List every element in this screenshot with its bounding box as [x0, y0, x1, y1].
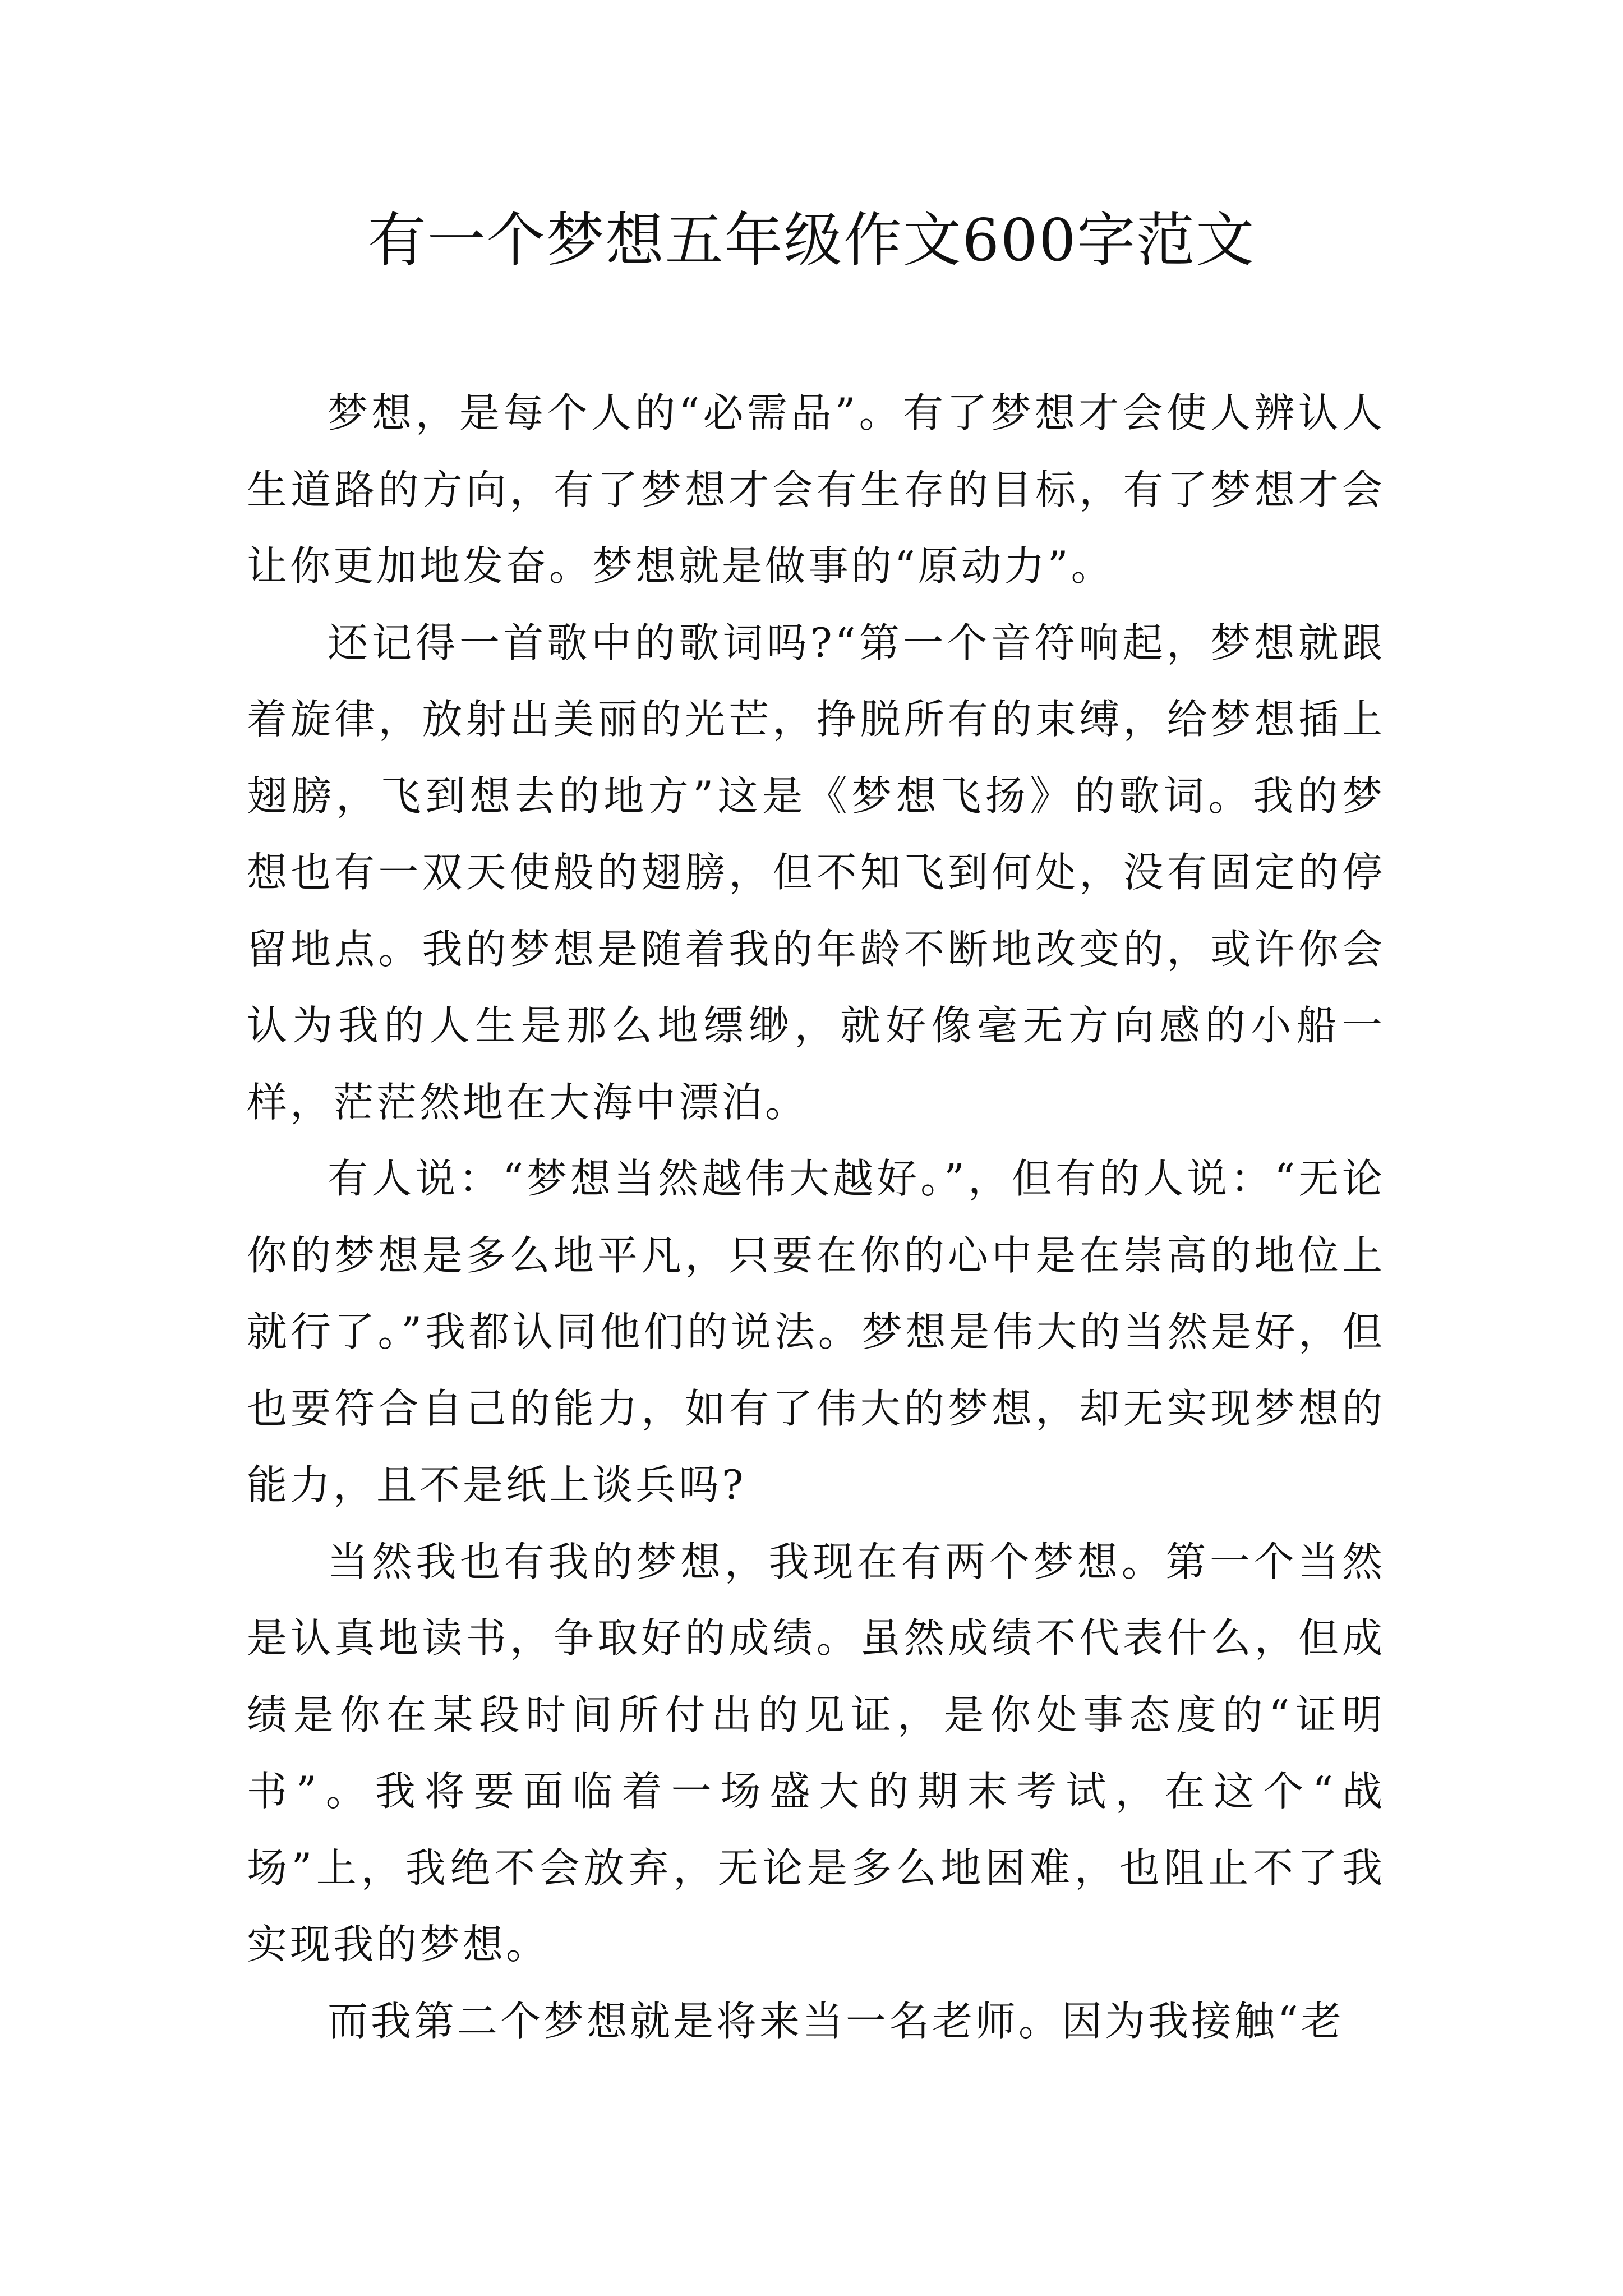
- paragraph-3: 有人说：“梦想当然越伟大越好。”，但有的人说：“无论你的梦想是多么地平凡，只要在你的心中是在崇高的地位上就行了。”我都认同他们的说法。梦想是伟大的当然是好，但也要符合自己的能力，如有了伟大的梦想，却无实现梦想的能力，且不是纸上谈兵吗?: [247, 1155, 1385, 1508]
- paragraph-2: 还记得一首歌中的歌词吗?“第一个音符响起，梦想就跟着旋律，放射出美丽的光芒，挣脱所有的束缚，给梦想插上翅膀，飞到想去的地方”这是《梦想飞扬》的歌词。我的梦想也有一双天使般的翅膀，但不知飞到何处，没有固定的停留地点。我的梦想是随着我的年龄不断地改变的，或许你会认为我的人生是那么地缥缈，就好像毫无方向感的小船一样，茫茫然地在大海中漂泊。: [247, 619, 1385, 1126]
- paragraph-5: 而我第二个梦想就是将来当一名老师。因为我接触“老: [328, 1997, 1344, 2045]
- paragraph-4: 当然我也有我的梦想，我现在有两个梦想。第一个当然是认真地读书，争取好的成绩。虽然成绩不代表什么，但成绩是你在某段时间所付出的见证，是你处事态度的“证明书”。我将要面临着一场盛大的期末考试，在这个“战场”上，我绝不会放弃，无论是多么地困难，也阻止不了我实现我的梦想。: [247, 1538, 1385, 1968]
- paragraph-1: 梦想，是每个人的“必需品”。有了梦想才会使人辨认人生道路的方向，有了梦想才会有生存的目标，有了梦想才会让你更加地发奋。梦想就是做事的“原动力”。: [247, 389, 1385, 590]
- document-title: 有一个梦想五年级作文600字范文: [367, 206, 1256, 274]
- document-body: [247, 375, 1385, 2059]
